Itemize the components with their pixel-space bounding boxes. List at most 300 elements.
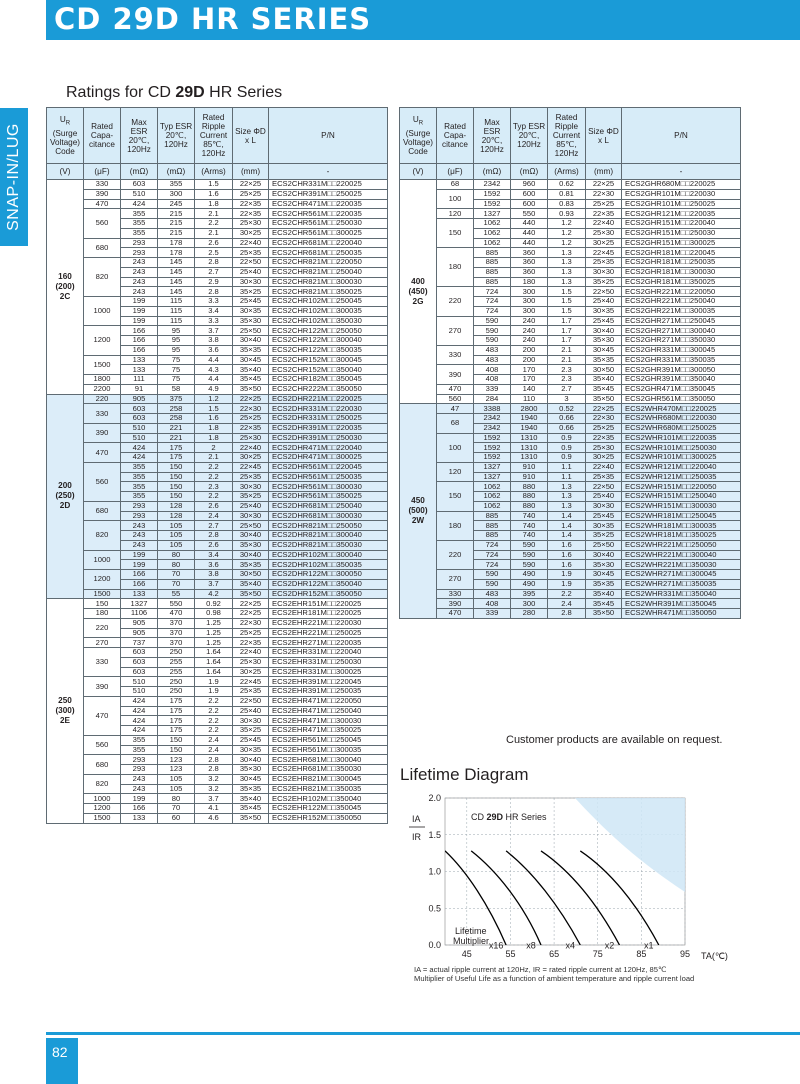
lifetime-footnote [414,965,694,983]
ripple-cell: 1.3 [548,501,586,511]
part-number-cell: ECS2GHR271M□□250045 [622,316,741,326]
ripple-cell: 1.8 [195,199,233,209]
typ-esr-cell: 470 [158,609,195,619]
capacitance-cell: 680 [84,755,121,775]
size-cell: 22×25 [233,394,269,404]
max-esr-cell: 166 [121,326,158,336]
ripple-cell: 2.1 [195,228,233,238]
typ-esr-cell: 175 [158,716,195,726]
size-cell: 22×35 [233,199,269,209]
typ-esr-cell: 123 [158,765,195,775]
ripple-cell: 2.2 [195,716,233,726]
ripple-cell: 3.7 [195,794,233,804]
ripple-cell: 0.9 [548,443,586,453]
capacitance-cell: 1200 [84,326,121,355]
part-number-cell: ECS2EHR102M□□350040 [269,794,388,804]
max-esr-cell: 724 [474,297,511,307]
table-row [47,423,388,433]
typ-esr-cell: 1310 [511,453,548,463]
typ-esr-cell: 150 [158,745,195,755]
col-header-voltage-symbol: U [412,115,419,125]
max-esr-cell: 424 [121,453,158,463]
part-number-cell: ECS2DHR331M□□250025 [269,414,388,424]
ripple-cell: 3.3 [195,297,233,307]
size-cell: 25×35 [233,472,269,482]
size-cell: 22×45 [233,462,269,472]
table-row [47,813,388,823]
capacitance-cell: 390 [437,365,474,385]
part-number-cell: ECS2WHR471M□□350050 [622,609,741,619]
ripple-cell: 1.9 [195,687,233,697]
part-number-cell: ECS2EHR331M□□300025 [269,667,388,677]
max-esr-cell: 243 [121,784,158,794]
max-esr-cell: 166 [121,579,158,589]
typ-esr-cell: 250 [158,648,195,658]
ripple-cell: 2.3 [195,482,233,492]
size-cell: 35×50 [586,609,622,619]
size-cell: 30×35 [233,306,269,316]
ripple-cell: 3.6 [195,345,233,355]
max-esr-cell: 885 [474,267,511,277]
table-row [47,804,388,814]
part-number-cell: ECS2WHR271M□□300045 [622,570,741,580]
unit-cell: - [622,164,741,180]
ripple-cell: 1.3 [548,482,586,492]
max-esr-cell: 355 [121,219,158,229]
size-cell: 35×35 [586,579,622,589]
max-esr-cell: 1106 [121,609,158,619]
x-tick-label: 95 [679,949,691,959]
part-number-cell: ECS2GHR221M□□300035 [622,306,741,316]
part-number-cell: ECS2DHR821M□□300040 [269,531,388,541]
col-header-voltage-sub: R [65,120,71,127]
size-cell: 22×50 [233,258,269,268]
part-number-cell: ECS2CHR122M□□350035 [269,345,388,355]
capacitance-cell: 560 [84,735,121,755]
section-title-post: HR Series [204,84,283,101]
part-number-cell: ECS2WHR121M□□250035 [622,472,741,482]
ripple-cell: 2.2 [195,726,233,736]
typ-esr-cell: 880 [511,501,548,511]
table-row [400,384,741,394]
table-row [400,209,741,219]
part-number-cell: ECS2EHR471M□□250040 [269,706,388,716]
y-tick-label: 0.0 [428,940,441,950]
part-number-cell: ECS2WHR101M□□250030 [622,443,741,453]
typ-esr-cell: 375 [158,394,195,404]
part-number-cell: ECS2EHR471M□□300030 [269,716,388,726]
part-number-cell: ECS2WHR151M□□300030 [622,501,741,511]
y-tick-label: 0.5 [428,903,441,914]
max-esr-cell: 424 [121,716,158,726]
typ-esr-cell: 300 [511,306,548,316]
max-esr-cell: 133 [121,365,158,375]
typ-esr-cell: 128 [158,501,195,511]
capacitance-cell: 220 [84,394,121,404]
size-cell: 30×45 [233,355,269,365]
part-number-cell: ECS2EHR471M□□350025 [269,726,388,736]
capacitance-cell: 150 [437,219,474,248]
capacitance-cell: 390 [84,677,121,697]
capacitance-cell: 390 [84,423,121,443]
max-esr-cell: 724 [474,287,511,297]
max-esr-cell: 243 [121,540,158,550]
typ-esr-cell: 115 [158,316,195,326]
ripple-cell: 1.7 [548,326,586,336]
x-tick-label: 55 [505,949,516,959]
ripple-cell: 1.9 [548,570,586,580]
part-number-cell: ECS2EHR331M□□220040 [269,648,388,658]
max-esr-cell: 355 [121,735,158,745]
ripple-cell: 1.7 [548,336,586,346]
max-esr-cell: 483 [474,589,511,599]
chart-label-pre: CD [471,812,487,822]
series-label-x16: x16 [488,940,504,951]
table-row [47,521,388,531]
table-row [47,180,388,190]
unit-cell: (V) [400,164,437,180]
typ-esr-cell: 250 [158,677,195,687]
ripple-cell: 2.8 [548,609,586,619]
table-row [400,482,741,492]
size-cell: 22×45 [233,677,269,687]
ripple-cell: 2.9 [195,277,233,287]
capacitance-cell: 470 [84,199,121,209]
max-esr-cell: 1062 [474,219,511,229]
part-number-cell: ECS2CHR152M□□300045 [269,355,388,365]
part-number-cell: ECS2CHR561M□□300025 [269,228,388,238]
y-tick-label: 1.5 [428,829,441,840]
part-number-cell: ECS2EHR181M□□220025 [269,609,388,619]
series-label-x1: x1 [644,940,654,951]
ripple-cell: 1.3 [548,258,586,268]
typ-esr-cell: 590 [511,550,548,560]
size-cell: 25×45 [233,735,269,745]
part-number-cell: ECS2CHR102M□□250045 [269,297,388,307]
typ-esr-cell: 105 [158,784,195,794]
ripple-cell: 1.25 [195,618,233,628]
size-cell: 25×30 [586,443,622,453]
ripple-cell: 0.9 [548,453,586,463]
part-number-cell: ECS2CHR331M□□220025 [269,180,388,190]
typ-esr-cell: 250 [158,687,195,697]
part-number-cell: ECS2DHR821M□□350030 [269,540,388,550]
typ-esr-cell: 123 [158,755,195,765]
size-cell: 35×50 [233,813,269,823]
ripple-cell: 0.81 [548,189,586,199]
size-cell: 25×30 [233,657,269,667]
part-number-cell: ECS2DHR331M□□220030 [269,404,388,414]
capacitance-cell: 100 [437,189,474,209]
ripple-cell: 4.3 [195,365,233,375]
part-number-cell: ECS2GHR391M□□350040 [622,375,741,385]
table-row [47,443,388,453]
part-number-cell: ECS2CHR561M□□220035 [269,209,388,219]
part-number-cell: ECS2GHR331M□□350035 [622,355,741,365]
capacitance-cell: 100 [437,433,474,462]
max-esr-cell: 603 [121,648,158,658]
ratings-table-right [399,107,741,619]
max-esr-cell: 1062 [474,482,511,492]
table-row [400,316,741,326]
capacitance-cell: 220 [437,540,474,569]
table-row [47,238,388,248]
table-row [47,355,388,365]
max-esr-cell: 2342 [474,423,511,433]
typ-esr-cell: 490 [511,579,548,589]
table-row [400,404,741,414]
col-header-voltage-sub: R [418,120,424,127]
typ-esr-cell: 395 [511,589,548,599]
max-esr-cell: 243 [121,774,158,784]
typ-esr-cell: 175 [158,706,195,716]
part-number-cell: ECS2DHR102M□□300040 [269,550,388,560]
size-cell: 22×35 [233,638,269,648]
capacitance-cell: 330 [437,345,474,365]
max-esr-cell: 510 [121,687,158,697]
customer-note: Customer products are available on request. [506,734,723,746]
typ-esr-cell: 180 [511,277,548,287]
col-header-size: Size ΦD x L [233,108,269,164]
table-row [400,189,741,199]
max-esr-cell: 355 [121,492,158,502]
ripple-cell: 1.4 [548,521,586,531]
part-number-cell: ECS2CHR152M□□350040 [269,365,388,375]
ripple-cell: 1.6 [548,560,586,570]
part-number-cell: ECS2WHR151M□□220050 [622,482,741,492]
table-row [47,384,388,394]
max-esr-cell: 408 [474,599,511,609]
typ-esr-cell: 175 [158,453,195,463]
max-esr-cell: 2342 [474,414,511,424]
max-esr-cell: 293 [121,501,158,511]
capacitance-cell: 1200 [84,570,121,590]
max-esr-cell: 590 [474,579,511,589]
size-cell: 22×30 [233,404,269,414]
capacitance-cell: 330 [84,180,121,190]
part-number-cell: ECS2WHR271M□□350035 [622,579,741,589]
max-esr-cell: 590 [474,336,511,346]
part-number-cell: ECS2GHR471M□□350045 [622,384,741,394]
typ-esr-cell: 221 [158,423,195,433]
capacitance-cell: 470 [84,443,121,463]
unit-cell: (mΩ) [474,164,511,180]
part-number-cell: ECS2EHR122M□□350045 [269,804,388,814]
typ-esr-cell: 215 [158,209,195,219]
size-cell: 30×35 [586,306,622,316]
size-cell: 25×25 [586,423,622,433]
table-row [47,209,388,219]
col-header-typ-esr: Typ ESR 20℃, 120Hz [158,108,195,164]
capacitance-cell: 270 [437,570,474,590]
lifetime-chart [405,792,740,964]
typ-esr-cell: 215 [158,228,195,238]
part-number-cell: ECS2CHR102M□□350030 [269,316,388,326]
typ-esr-cell: 221 [158,433,195,443]
size-cell: 25×25 [233,189,269,199]
size-cell: 22×40 [586,462,622,472]
col-header-typ-esr: Typ ESR 20℃, 120Hz [511,108,548,164]
ripple-cell: 1.4 [548,511,586,521]
size-cell: 35×25 [233,726,269,736]
typ-esr-cell: 145 [158,258,195,268]
part-number-cell: ECS2WHR391M□□350045 [622,599,741,609]
capacitance-cell: 120 [437,462,474,482]
size-cell: 30×35 [586,521,622,531]
typ-esr-cell: 360 [511,258,548,268]
max-esr-cell: 424 [121,696,158,706]
table-row [47,375,388,385]
col-header-size: Size ΦD x L [586,108,622,164]
part-number-cell: ECS2WHR121M□□220040 [622,462,741,472]
x-tick-label: 85 [636,949,647,959]
max-esr-cell: 885 [474,248,511,258]
voltage-line: 2E [59,715,70,725]
typ-esr-cell: 740 [511,511,548,521]
max-esr-cell: 885 [474,511,511,521]
col-header-capacitance: Rated Capa-citance [84,108,121,164]
max-esr-cell: 1327 [474,472,511,482]
size-cell: 25×30 [233,433,269,443]
part-number-cell: ECS2GHR151M□□250030 [622,228,741,238]
table-row [47,258,388,268]
table-row [400,599,741,609]
capacitance-cell: 1200 [84,804,121,814]
size-cell: 22×25 [233,609,269,619]
size-cell: 22×40 [233,648,269,658]
typ-esr-cell: 58 [158,384,195,394]
footnote-line-1: IA = actual ripple current at 120Hz, IR = rated ripple current at 120Hz, 85℃ [414,965,667,974]
max-esr-cell: 293 [121,765,158,775]
max-esr-cell: 355 [121,462,158,472]
table-row [400,511,741,521]
capacitance-cell: 150 [437,482,474,511]
typ-esr-cell: 600 [511,199,548,209]
capacitance-cell: 330 [437,589,474,599]
ripple-cell: 1.5 [548,287,586,297]
ripple-cell: 3.2 [195,784,233,794]
max-esr-cell: 199 [121,794,158,804]
max-esr-cell: 603 [121,414,158,424]
size-cell: 25×50 [233,521,269,531]
part-number-cell: ECS2WHR101M□□220035 [622,433,741,443]
ratings-table-left [46,107,388,824]
ripple-cell: 2.4 [195,735,233,745]
part-number-cell: ECS2CHR821M□□300030 [269,277,388,287]
ripple-cell: 1.2 [548,228,586,238]
ripple-cell: 2.2 [195,696,233,706]
capacitance-cell: 1000 [84,297,121,326]
size-cell: 30×25 [233,453,269,463]
size-cell: 35×40 [586,589,622,599]
size-cell: 35×35 [233,345,269,355]
size-cell: 30×30 [233,716,269,726]
part-number-cell: ECS2CHR561M□□250030 [269,219,388,229]
x-tick-label: 75 [592,949,603,959]
voltage-group-cell [47,599,84,823]
max-esr-cell: 590 [474,316,511,326]
size-cell: 30×40 [233,531,269,541]
ripple-cell: 0.92 [195,599,233,609]
typ-esr-cell: 300 [511,287,548,297]
typ-esr-cell: 80 [158,550,195,560]
size-cell: 25×45 [586,511,622,521]
part-number-cell: ECS2CHR681M□□250035 [269,248,388,258]
typ-esr-cell: 70 [158,570,195,580]
part-number-cell: ECS2GHR271M□□300040 [622,326,741,336]
unit-cell: (Arms) [548,164,586,180]
size-cell: 35×25 [586,277,622,287]
max-esr-cell: 724 [474,306,511,316]
size-cell: 22×25 [233,180,269,190]
part-number-cell: ECS2DHR122M□□300050 [269,570,388,580]
typ-esr-cell: 200 [511,355,548,365]
part-number-cell: ECS2GHR561M□□350050 [622,394,741,404]
typ-esr-cell: 175 [158,443,195,453]
table-row [47,394,388,404]
size-cell: 22×40 [233,238,269,248]
part-number-cell: ECS2DHR102M□□350035 [269,560,388,570]
capacitance-cell: 820 [84,521,121,550]
col-header-pn: P/N [269,108,388,164]
ripple-cell: 2.8 [195,258,233,268]
max-esr-cell: 905 [121,394,158,404]
unit-cell: (V) [47,164,84,180]
ripple-cell: 2.7 [195,267,233,277]
size-cell: 30×25 [233,667,269,677]
max-esr-cell: 1327 [474,462,511,472]
typ-esr-cell: 70 [158,804,195,814]
ripple-cell: 2.6 [195,540,233,550]
size-cell: 22×50 [586,482,622,492]
size-cell: 25×35 [233,687,269,697]
max-esr-cell: 603 [121,404,158,414]
typ-esr-cell: 245 [158,199,195,209]
capacitance-cell: 220 [437,287,474,316]
part-number-cell: ECS2WHR181M□□250045 [622,511,741,521]
part-number-cell: ECS2DHR391M□□250030 [269,433,388,443]
size-cell: 35×45 [586,599,622,609]
typ-esr-cell: 255 [158,667,195,677]
capacitance-cell: 68 [437,180,474,190]
capacitance-cell: 560 [437,394,474,404]
typ-esr-cell: 128 [158,511,195,521]
typ-esr-cell: 115 [158,297,195,307]
ripple-cell: 1.3 [548,277,586,287]
col-header-ripple: Rated Ripple Current 85℃, 120Hz [548,108,586,164]
size-cell: 30×25 [586,453,622,463]
max-esr-cell: 293 [121,511,158,521]
max-esr-cell: 885 [474,277,511,287]
unit-cell: (mΩ) [158,164,195,180]
max-esr-cell: 243 [121,287,158,297]
size-cell: 25×50 [233,326,269,336]
ripple-cell: 0.66 [548,414,586,424]
max-esr-cell: 724 [474,560,511,570]
typ-esr-cell: 910 [511,462,548,472]
size-cell: 35×30 [586,336,622,346]
size-cell: 22×25 [586,404,622,414]
typ-esr-cell: 178 [158,238,195,248]
typ-esr-cell: 1310 [511,433,548,443]
ripple-cell: 1.5 [548,306,586,316]
unit-cell: - [269,164,388,180]
max-esr-cell: 293 [121,755,158,765]
ripple-cell: 3.3 [195,316,233,326]
unit-cell: (mΩ) [511,164,548,180]
size-cell: 25×30 [233,219,269,229]
max-esr-cell: 1592 [474,189,511,199]
